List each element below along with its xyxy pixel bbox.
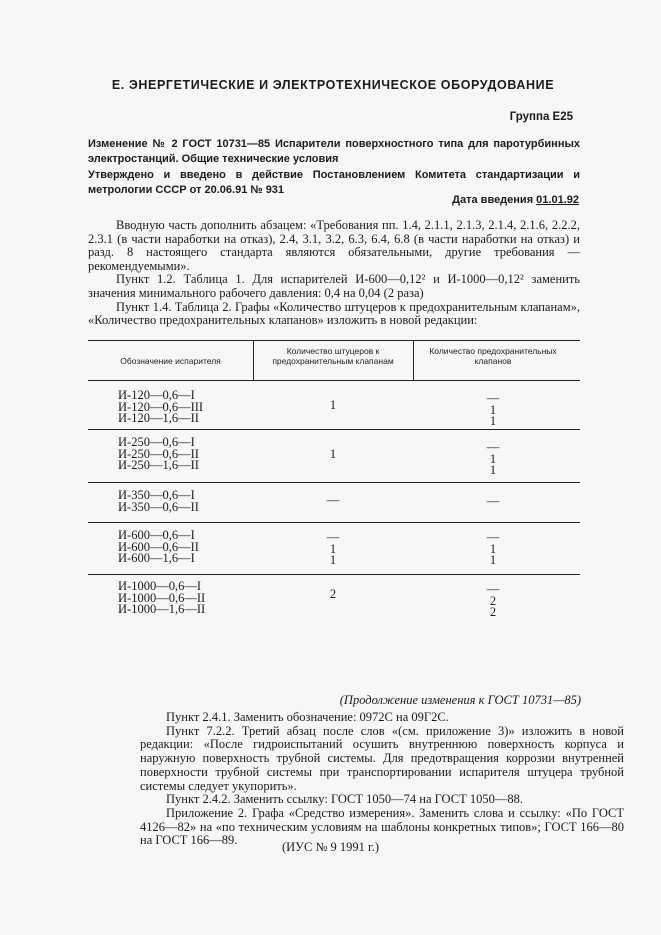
fittings-value: 1 (329, 553, 337, 568)
change-title: Изменение № 2 ГОСТ 10731—85 Испарители поверхностного типа для паротурбинных электростанций. Общие технические условия (88, 138, 580, 165)
fittings-cell (253, 589, 413, 601)
paragraph: Пункт 1.4. Таблица 2. Графы «Количество штуцеров к предохранительным клапанам», «Количество предохранительных клапанов» изложить в новой редакции: (88, 299, 580, 328)
introduction-date (452, 194, 579, 206)
continuation-heading: (Продолжение изменения к ГОСТ 10731—85) (339, 693, 581, 707)
valves-value: — (486, 494, 500, 508)
header-fittings: Количество штуцеров к предохранительным клапанам (272, 346, 394, 366)
designation: И-250—1,6—II (118, 458, 199, 473)
row-divider (88, 522, 580, 523)
valves-value: 2 (489, 593, 497, 608)
designation-list (118, 581, 205, 616)
valves-value: 1 (489, 402, 497, 417)
valves-value: — (486, 530, 500, 544)
table-top-border (88, 340, 580, 341)
column-divider (253, 340, 254, 380)
valve-table (88, 340, 580, 620)
row-divider (88, 574, 580, 575)
group-label: Группа Е25 (509, 111, 573, 123)
valves-value: 2 (489, 605, 497, 620)
valves-value: 1 (489, 414, 497, 429)
header-valves: Количество предохранительных клапанов (429, 346, 557, 366)
table-header-border (88, 380, 580, 381)
fittings-value: 1 (329, 398, 337, 412)
valves-value: 1 (489, 451, 497, 466)
body-top (88, 219, 580, 328)
valves-value: — (486, 440, 500, 454)
paragraph: Приложение 2. Графа «Средство измерения». Заменить слова и ссылку: «По ГОСТ 4126—82» на «по техническим условиям на шаблоны конкретных типов»; ГОСТ 166—80 на ГОСТ 166—89. (140, 805, 624, 848)
fittings-cell (253, 532, 413, 567)
designation-list (118, 490, 199, 513)
designation: И-120—0,6—I (118, 388, 195, 402)
designation: И-1000—1,6—II (118, 602, 206, 617)
designation: И-600—1,6—I (118, 551, 195, 566)
column-divider (413, 340, 414, 380)
fittings-cell (253, 400, 413, 412)
valves-cell (413, 496, 573, 508)
designation-list (118, 530, 199, 565)
paragraph: Пункт 2.4.2. Заменить ссылку: ГОСТ 1050—74 на ГОСТ 1050—88. (166, 792, 523, 807)
date-label: Дата введения (452, 194, 534, 206)
designation: И-600—0,6—II (118, 539, 199, 554)
designation-list (118, 390, 203, 425)
row-divider (88, 429, 580, 430)
valves-cell (413, 393, 573, 428)
fittings-cell (253, 449, 413, 461)
paragraph: Пункт 2.4.1. Заменить обозначение: 0972С на 09Г2С. (166, 710, 449, 724)
valves-cell (413, 442, 573, 477)
fittings-value: — (326, 493, 340, 507)
fittings-value: — (326, 530, 340, 544)
section-title: Е. ЭНЕРГЕТИЧЕСКИЕ И ЭЛЕКТРОТЕХНИЧЕСКОЕ ОБОРУДОВАНИЕ (111, 78, 555, 92)
designation: И-1000—0,6—I (118, 579, 201, 593)
valves-value: — (486, 582, 500, 596)
paragraph: Вводную часть дополнить абзацем: «Требования пп. 1.4, 2.1.1, 2.1.3, 2.1.4, 2.1.6, 2.2.2, 2.3.1 (в части наработки на отказ), 2.4, 3.1, 3.2, 6.3, 6.4, 6.8 (в части наработки на отказ) и разд. 8 настоящего стандарта являются обязательными, другие требования — рекомендуемыми». (88, 218, 580, 273)
fittings-value: 1 (329, 447, 337, 461)
valves-value: 1 (489, 463, 497, 478)
designation-list (118, 437, 199, 472)
valves-cell (413, 532, 573, 567)
approval-note: Утверждено и введено в действие Постановлением Комитета стандартизации и метрологии СССР от 20.06.91 № 931 (88, 169, 580, 196)
valves-value: 1 (489, 541, 497, 556)
valves-value: 1 (489, 553, 497, 568)
paragraph: Пункт 7.2.2. Третий абзац после слов «(см. приложение 3)» изложить в новой редакции: «После гидроиспытаний осушить внутреннюю поверхность корпуса и наружную поверхность трубной системы. Для предотвращения коррозии внутренней поверхности трубной системы при транспортировании испарителя штуцера трубной системы следует укупорить». (140, 723, 624, 793)
valves-value: — (486, 391, 500, 405)
fittings-value: 2 (329, 587, 337, 601)
valves-cell (413, 584, 573, 619)
designation: И-250—0,6—II (118, 446, 199, 461)
fittings-value: 1 (329, 541, 337, 556)
designation: И-600—0,6—I (118, 528, 195, 542)
paragraph: Пункт 1.2. Таблица 1. Для испарителей И-600—0,12² и И-1000—0,12² заменить значения минимального рабочего давления: 0,4 на 0,04 (2 раза) (88, 272, 580, 300)
designation: И-250—0,6—I (118, 435, 195, 449)
row-divider (88, 482, 580, 483)
fittings-cell (253, 495, 413, 507)
designation: И-1000—0,6—II (118, 590, 206, 605)
designation: И-350—0,6—I (118, 488, 195, 502)
body-bottom (140, 711, 624, 848)
designation: И-120—0,6—III (118, 399, 204, 414)
header-designation: Обозначение испарителя (120, 356, 221, 366)
designation: И-350—0,6—II (118, 499, 199, 514)
publication-note: (ИУС № 9 1991 г.) (281, 840, 380, 854)
designation: И-120—1,6—II (118, 411, 199, 426)
date-value: 01.01.92 (536, 194, 579, 206)
